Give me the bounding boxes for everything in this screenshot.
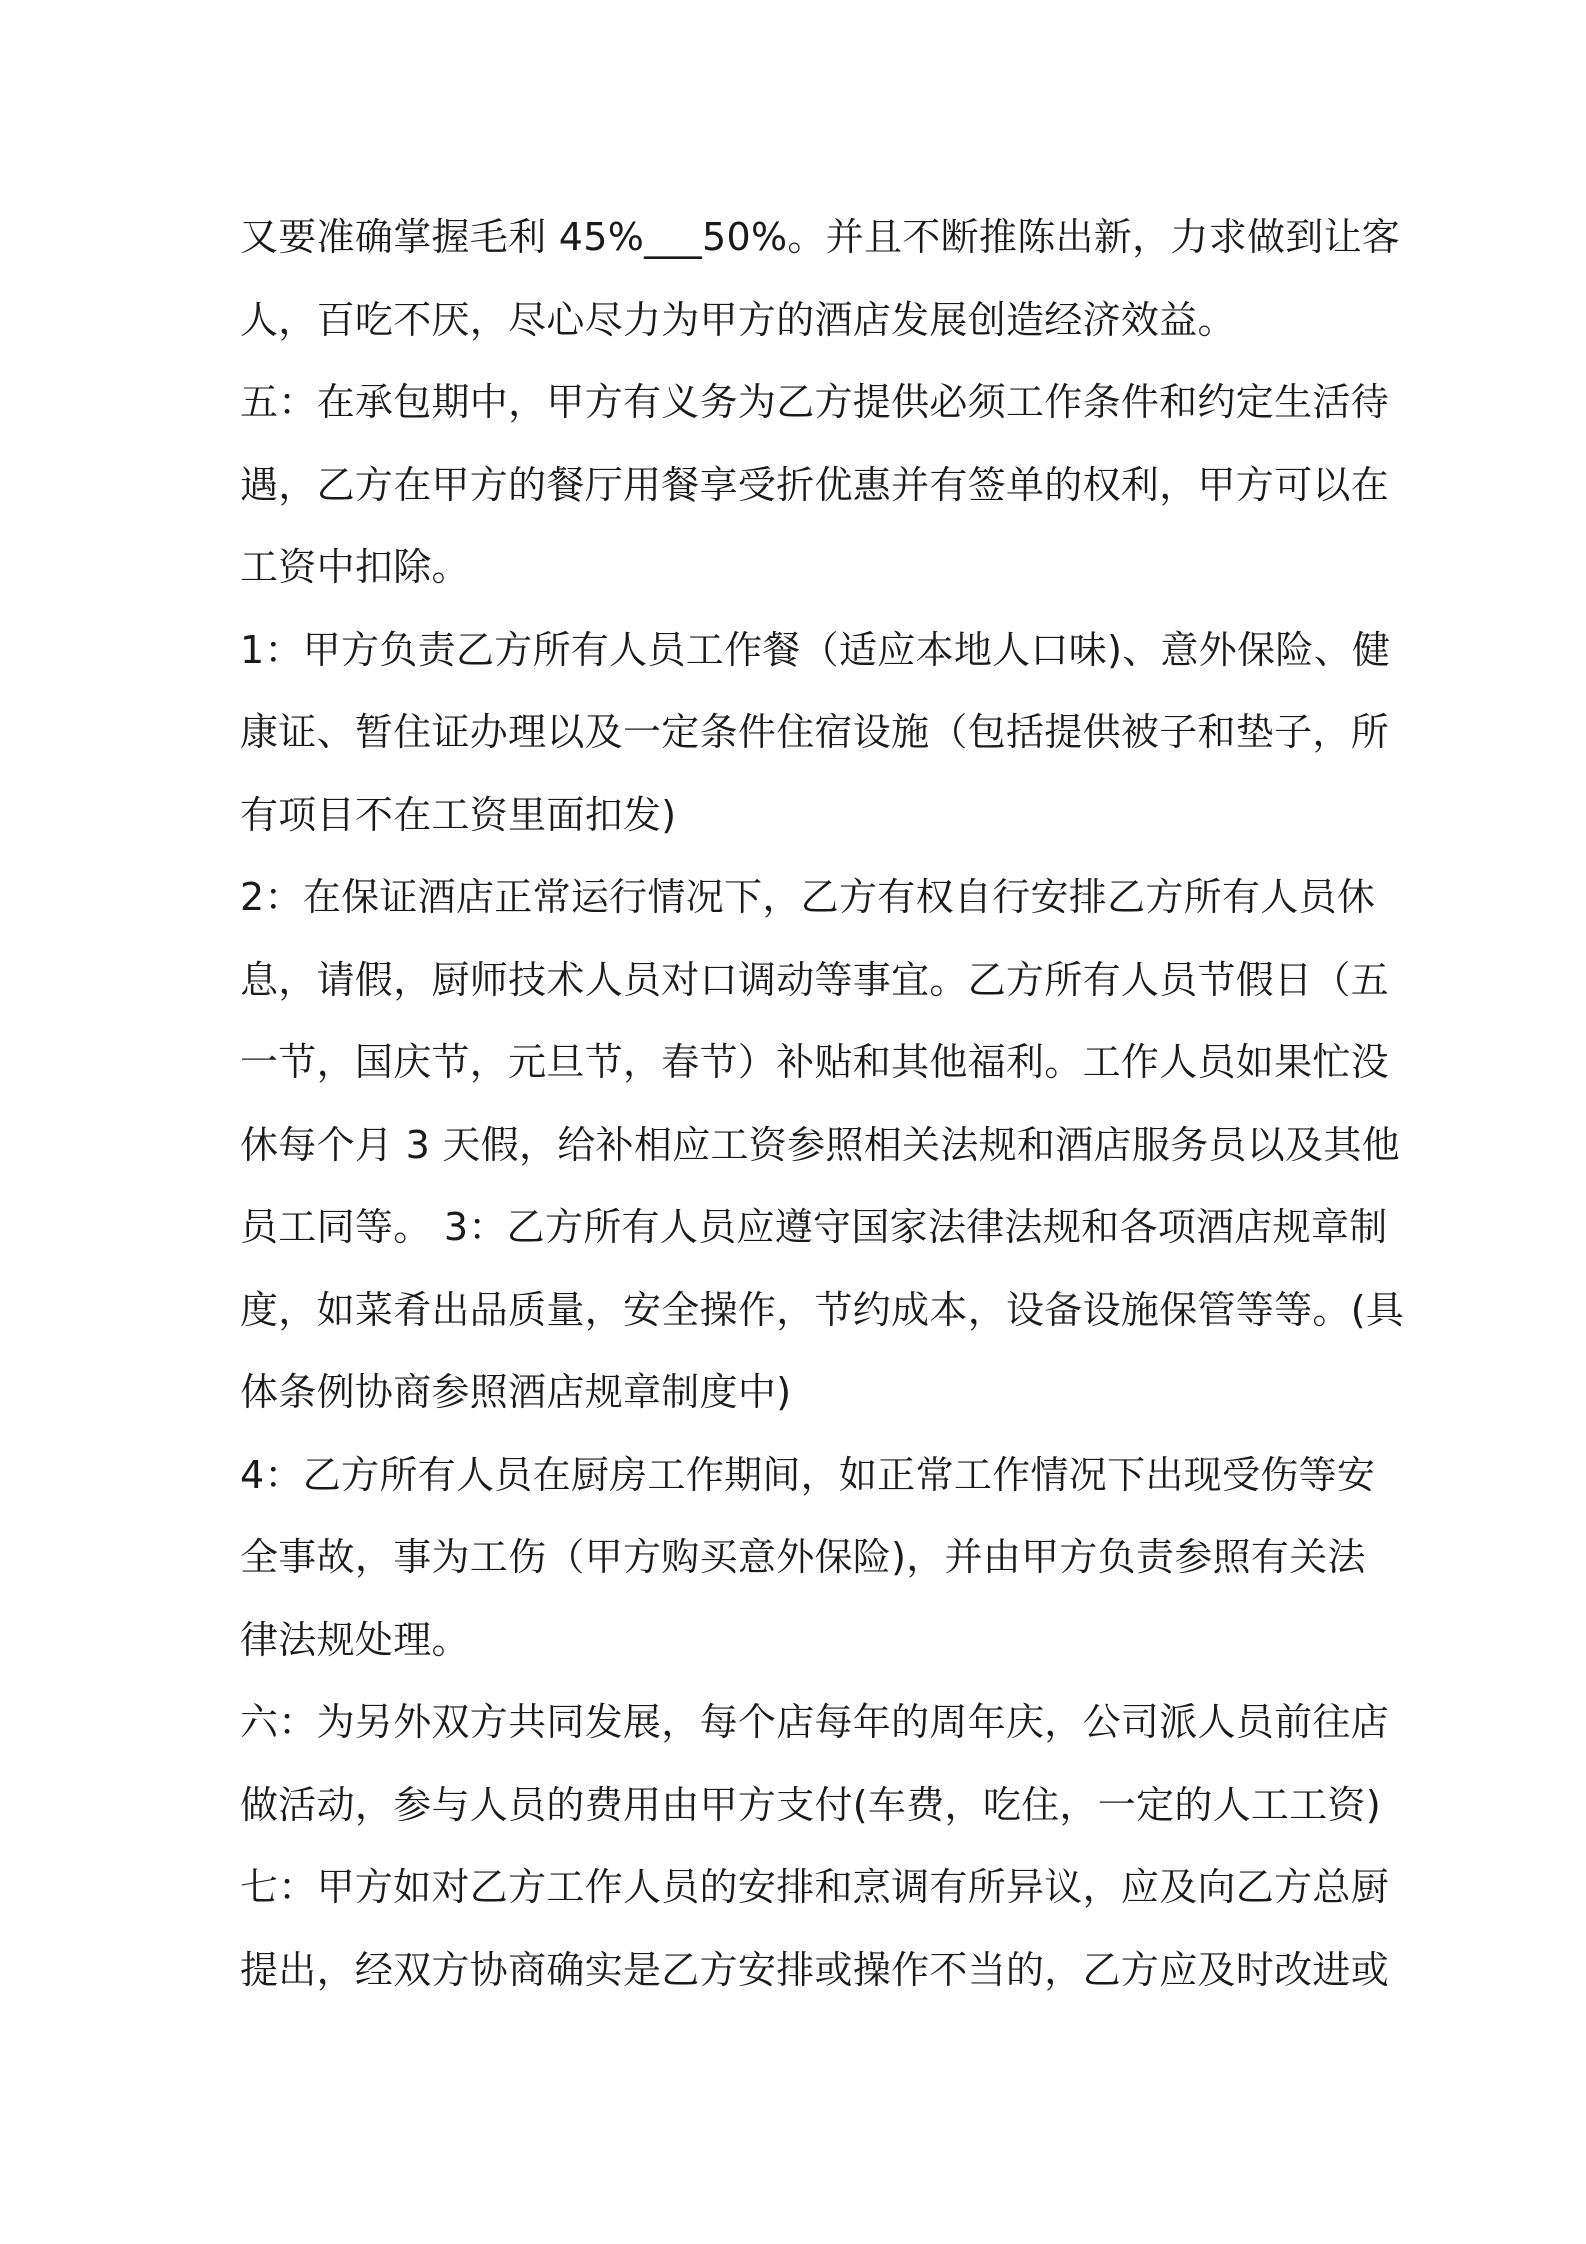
text-line: 员工同等。 3：乙方所有人员应遵守国家法律法规和各项酒店规章制 bbox=[240, 1205, 1388, 1249]
text-line: 康证、暂住证办理以及一定条件住宿设施（包括提供被子和垫子，所 bbox=[240, 710, 1390, 754]
text-line: 做活动，参与人员的费用由甲方支付(车费，吃住，一定的人工工资) bbox=[240, 1782, 1381, 1827]
text-line: 4：乙方所有人员在厨房工作期间，如正常工作情况下出现受伤等安 bbox=[240, 1452, 1376, 1497]
text-line: 全事故，事为工伤（甲方购买意外保险)，并由甲方负责参照有关法 bbox=[240, 1535, 1366, 1579]
text-line: 度，如菜肴出品质量，安全操作，节约成本，设备设施保管等等。(具 bbox=[240, 1287, 1405, 1332]
text-line: 2：在保证酒店正常运行情况下，乙方有权自行安排乙方所有人员休 bbox=[240, 875, 1376, 919]
text-line: 人，百吃不厌，尽心尽力为甲方的酒店发展创造经济效益。 bbox=[240, 297, 1236, 342]
text-line: 1：甲方负责乙方所有人员工作餐（适应本地人口味)、意外保险、健 bbox=[240, 627, 1391, 672]
text-line: 工资中扣除。 bbox=[240, 545, 470, 589]
document-page bbox=[240, 196, 1405, 2011]
text-line: 体条例协商参照酒店规章制度中) bbox=[240, 1370, 792, 1414]
text-line: 七：甲方如对乙方工作人员的安排和烹调有所异议，应及向乙方总厨 bbox=[240, 1865, 1390, 1909]
text-line: 一节，国庆节，元旦节，春节）补贴和其他福利。工作人员如果忙没 bbox=[240, 1040, 1390, 1084]
text-line: 又要准确掌握毛利 45%___50%。并且不断推陈出新，力求做到让客 bbox=[240, 215, 1401, 259]
text-line: 提出，经双方协商确实是乙方安排或操作不当的，乙方应及时改进或 bbox=[240, 1947, 1390, 1992]
text-line: 六：为另外双方共同发展，每个店每年的周年庆，公司派人员前往店 bbox=[240, 1700, 1390, 1744]
text-line: 有项目不在工资里面扣发) bbox=[240, 792, 677, 837]
text-line: 遇，乙方在甲方的餐厅用餐享受折优惠并有签单的权利，甲方可以在 bbox=[240, 462, 1390, 507]
text-line: 五：在承包期中，甲方有义务为乙方提供必须工作条件和约定生活待 bbox=[240, 380, 1390, 424]
text-line: 律法规处理。 bbox=[240, 1617, 470, 1662]
text-line: 息，请假，厨师技术人员对口调动等事宜。乙方所有人员节假日（五 bbox=[240, 957, 1390, 1002]
text-line: 休每个月 3 天假，给补相应工资参照相关法规和酒店服务员以及其他 bbox=[240, 1122, 1400, 1167]
